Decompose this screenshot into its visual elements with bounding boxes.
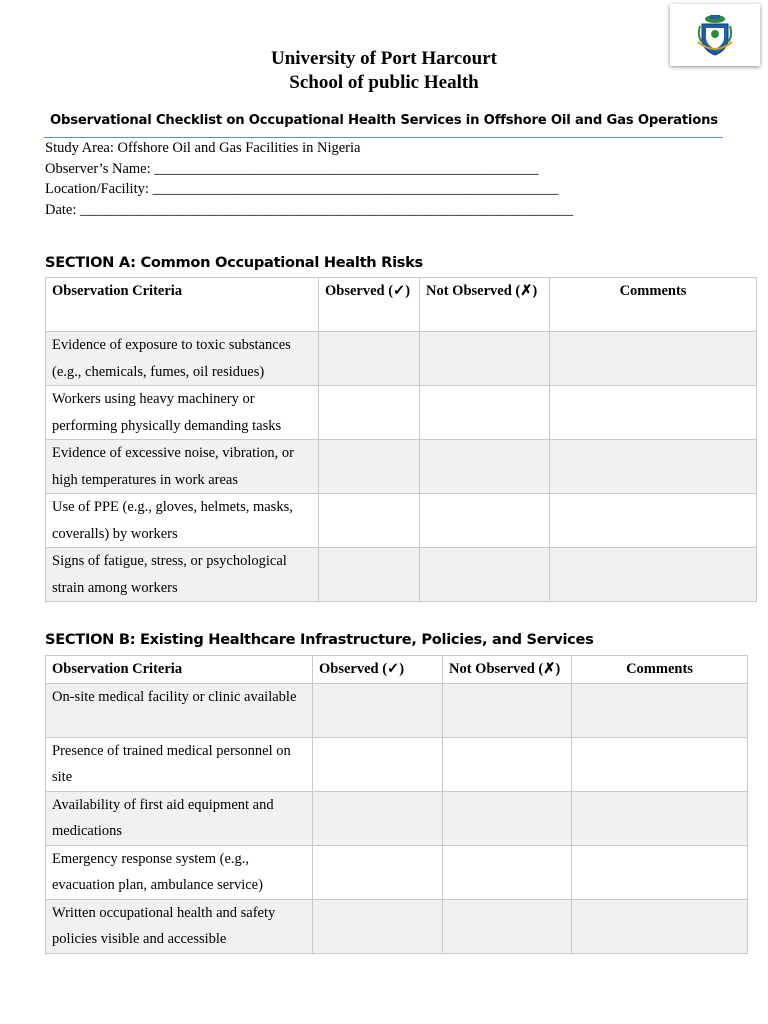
criteria-cell: Presence of trained medical personnel on site <box>46 737 313 791</box>
observed-cell[interactable] <box>313 899 443 953</box>
table-row <box>46 440 757 494</box>
comments-cell[interactable] <box>550 440 757 494</box>
column-header-criteria: Observation Criteria <box>46 278 319 332</box>
table-row <box>46 899 748 953</box>
observed-cell[interactable] <box>319 440 420 494</box>
not-observed-cell[interactable] <box>443 899 572 953</box>
observed-cell[interactable] <box>313 791 443 845</box>
university-name: University of Port Harcourt <box>270 48 497 69</box>
section-a-heading: SECTION A: Common Occupational Health Risks <box>45 254 423 271</box>
title-divider <box>44 137 723 138</box>
comments-cell[interactable] <box>550 548 757 602</box>
comments-cell[interactable] <box>550 332 757 386</box>
section-a-header-row <box>46 278 757 332</box>
checklist-title: Observational Checklist on Occupational Health Services in Offshore Oil and Gas Operations <box>50 113 718 128</box>
observed-cell[interactable] <box>313 737 443 791</box>
observed-cell[interactable] <box>319 494 420 548</box>
table-row <box>46 737 748 791</box>
location-facility-field[interactable]: Location/Facility: ________________________________________________________ <box>45 181 559 197</box>
comments-cell[interactable] <box>550 386 757 440</box>
criteria-cell: Emergency response system (e.g., evacuation plan, ambulance service) <box>46 845 313 899</box>
column-header-not-observed: Not Observed (✗) <box>420 278 550 332</box>
criteria-cell: Workers using heavy machinery or performing physically demanding tasks <box>46 386 319 440</box>
column-header-not-observed: Not Observed (✗) <box>443 656 572 684</box>
table-row <box>46 791 748 845</box>
column-header-comments: Comments <box>550 278 757 332</box>
observed-cell[interactable] <box>319 386 420 440</box>
comments-cell[interactable] <box>572 683 748 737</box>
comments-cell[interactable] <box>572 899 748 953</box>
section-a-table <box>45 277 757 602</box>
observer-name-field[interactable]: Observer’s Name: _____________________________________________________ <box>45 161 539 177</box>
criteria-cell: Written occupational health and safety policies visible and accessible <box>46 899 313 953</box>
table-row <box>46 548 757 602</box>
column-header-observed: Observed (✓) <box>319 278 420 332</box>
observed-cell[interactable] <box>313 845 443 899</box>
study-area-field: Study Area: Offshore Oil and Gas Facilities in Nigeria <box>45 140 361 156</box>
criteria-cell: Signs of fatigue, stress, or psychological strain among workers <box>46 548 319 602</box>
criteria-cell: On-site medical facility or clinic available <box>46 683 313 737</box>
criteria-cell: Use of PPE (e.g., gloves, helmets, masks, coveralls) by workers <box>46 494 319 548</box>
table-row <box>46 494 757 548</box>
school-name: School of public Health <box>289 72 479 93</box>
observed-cell[interactable] <box>319 332 420 386</box>
not-observed-cell[interactable] <box>443 683 572 737</box>
column-header-observed: Observed (✓) <box>313 656 443 684</box>
not-observed-cell[interactable] <box>420 548 550 602</box>
section-b-table <box>45 655 748 954</box>
criteria-cell: Availability of first aid equipment and medications <box>46 791 313 845</box>
not-observed-cell[interactable] <box>420 386 550 440</box>
comments-cell[interactable] <box>572 737 748 791</box>
not-observed-cell[interactable] <box>420 440 550 494</box>
observed-cell[interactable] <box>313 683 443 737</box>
observed-cell[interactable] <box>319 548 420 602</box>
column-header-criteria: Observation Criteria <box>46 656 313 684</box>
comments-cell[interactable] <box>572 791 748 845</box>
table-row <box>46 845 748 899</box>
not-observed-cell[interactable] <box>443 791 572 845</box>
not-observed-cell[interactable] <box>420 332 550 386</box>
not-observed-cell[interactable] <box>420 494 550 548</box>
table-row <box>46 386 757 440</box>
section-b-header-row <box>46 656 748 684</box>
criteria-cell: Evidence of exposure to toxic substances (e.g., chemicals, fumes, oil residues) <box>46 332 319 386</box>
not-observed-cell[interactable] <box>443 737 572 791</box>
table-row <box>46 683 748 737</box>
date-field[interactable]: Date: ____________________________________________________________________ <box>45 202 574 218</box>
comments-cell[interactable] <box>550 494 757 548</box>
table-row <box>46 332 757 386</box>
section-b-heading: SECTION B: Existing Healthcare Infrastructure, Policies, and Services <box>45 631 594 648</box>
criteria-cell: Evidence of excessive noise, vibration, or high temperatures in work areas <box>46 440 319 494</box>
column-header-comments: Comments <box>572 656 748 684</box>
comments-cell[interactable] <box>572 845 748 899</box>
not-observed-cell[interactable] <box>443 845 572 899</box>
